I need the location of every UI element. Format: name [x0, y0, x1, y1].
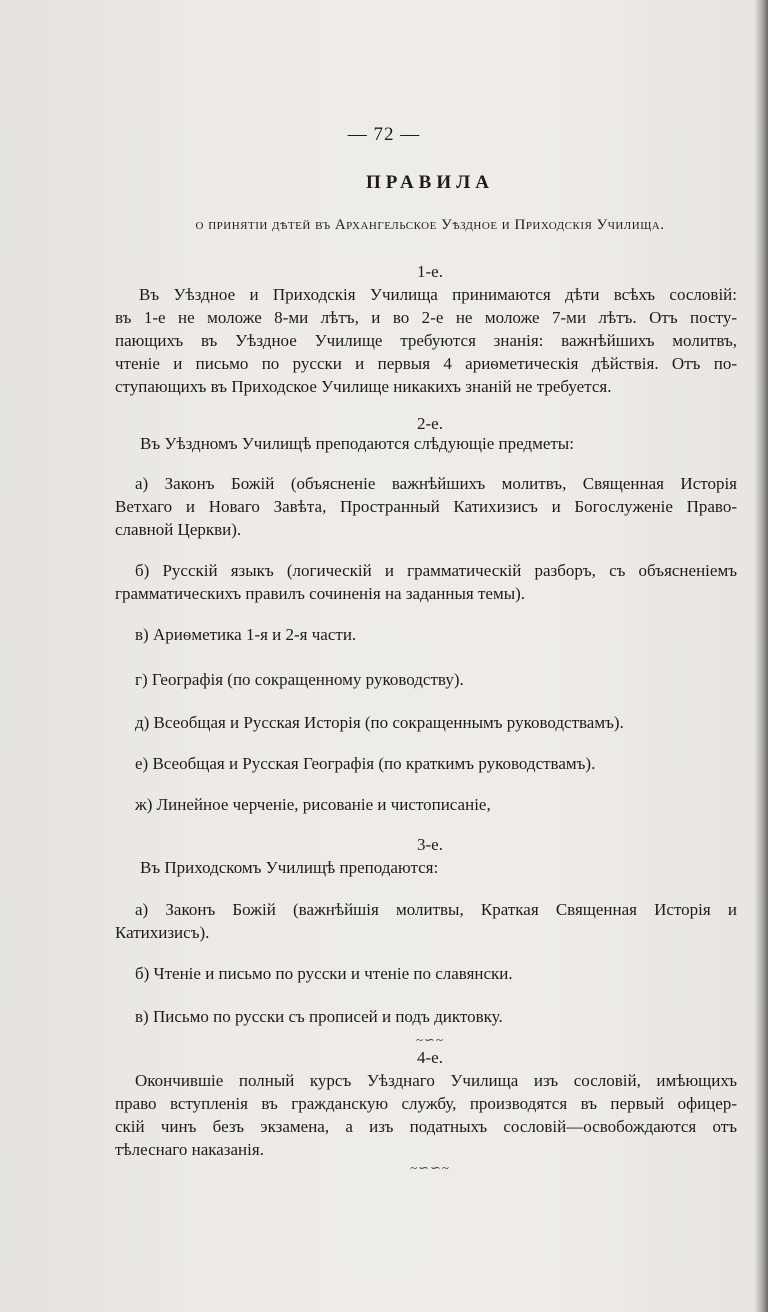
- section-3-item-v: в) Письмо по русски съ прописей и подъ диктовку.: [135, 1007, 503, 1026]
- section-1-text: [115, 283, 737, 398]
- text-line: а) Законъ Божій (объясненіе важнѣйшихъ молитвъ, Священная Исторія: [135, 474, 737, 493]
- text-line: Катихизисъ).: [115, 923, 210, 942]
- text-line: славной Церкви).: [115, 520, 242, 539]
- section-3-number: 3-е.: [417, 835, 443, 854]
- end-ornament: ~∽∽~: [410, 1160, 450, 1175]
- page-number: — 72 —: [347, 124, 421, 145]
- section-1-number: 1-е.: [417, 262, 443, 281]
- section-2-item-b: [115, 559, 737, 605]
- text-line: а) Законъ Божій (важнѣйшія молитвы, Краткая Священная Исторія и: [135, 900, 737, 919]
- text-line: ступающихъ въ Приходское Училище никакихъ знаній не требуется.: [115, 377, 612, 396]
- text-line: грамматическихъ правилъ сочиненія на заданныя темы).: [115, 584, 526, 603]
- section-2-number: 2-е.: [417, 414, 443, 433]
- section-2-item-d: д) Всеобщая и Русская Исторія (по сокращеннымъ руководствамъ).: [135, 713, 624, 732]
- text-line: въ 1-е не моложе 8-ми лѣтъ, и во 2-е не моложе 7-ми лѣтъ. Отъ посту-: [115, 308, 737, 327]
- book-spine-shadow: [754, 0, 768, 1312]
- text-line: б) Русскій языкъ (логическій и грамматическій разборъ, съ объясненіемъ: [135, 561, 737, 580]
- text-line: пающихъ въ Уѣздное Училище требуются знанія: важнѣйшихъ молитвъ,: [115, 331, 737, 350]
- ornament-divider: ~∽~: [416, 1032, 444, 1047]
- section-2-item-g: г) Географія (по сокращенному руководству).: [135, 670, 464, 689]
- text-line: Ветхаго и Новаго Завѣта, Пространный Катихизисъ и Богослуженіе Право-: [115, 497, 737, 516]
- text-line: Окончившіе полный курсъ Уѣзднаго Училища изъ сословій, имѣющихъ: [135, 1071, 737, 1090]
- section-3-intro: Въ Приходскомъ Училищѣ преподаются:: [140, 858, 439, 877]
- section-4-number: 4-е.: [417, 1048, 443, 1067]
- text-line: Въ Уѣздное и Приходскія Училища принимаются дѣти всѣхъ сословій:: [139, 285, 737, 304]
- section-2-intro: Въ Уѣздномъ Училищѣ преподаются слѣдующіе предметы:: [140, 434, 574, 453]
- subtitle: о принятіи дѣтей въ Архангельское Уѣздное и Приходскія Училища.: [195, 217, 665, 233]
- section-3-item-a: [115, 898, 737, 944]
- text-line: право вступленія въ гражданскую службу, производятся въ первый офицер-: [115, 1094, 737, 1113]
- text-line: скій чинъ безъ экзамена, а изъ податныхъ сословій—освобождаются отъ: [115, 1117, 737, 1136]
- text-line: чтеніе и письмо по русски и первыя 4 ариѳметическія дѣйствія. Отъ по-: [115, 354, 737, 373]
- page-title: ПРАВИЛА: [365, 172, 494, 193]
- section-2-item-e: е) Всеобщая и Русская Географія (по краткимъ руководствамъ).: [135, 754, 596, 773]
- section-2-item-a: [115, 472, 737, 541]
- section-4-text: [115, 1069, 737, 1161]
- section-3-item-b: б) Чтеніе и письмо по русски и чтеніе по славянски.: [135, 964, 513, 983]
- section-2-item-v: в) Ариѳметика 1-я и 2-я части.: [135, 625, 357, 644]
- section-2-item-zh: ж) Линейное черченіе, рисованіе и чистописаніе,: [135, 795, 491, 814]
- text-line: тѣлеснаго наказанія.: [115, 1140, 264, 1159]
